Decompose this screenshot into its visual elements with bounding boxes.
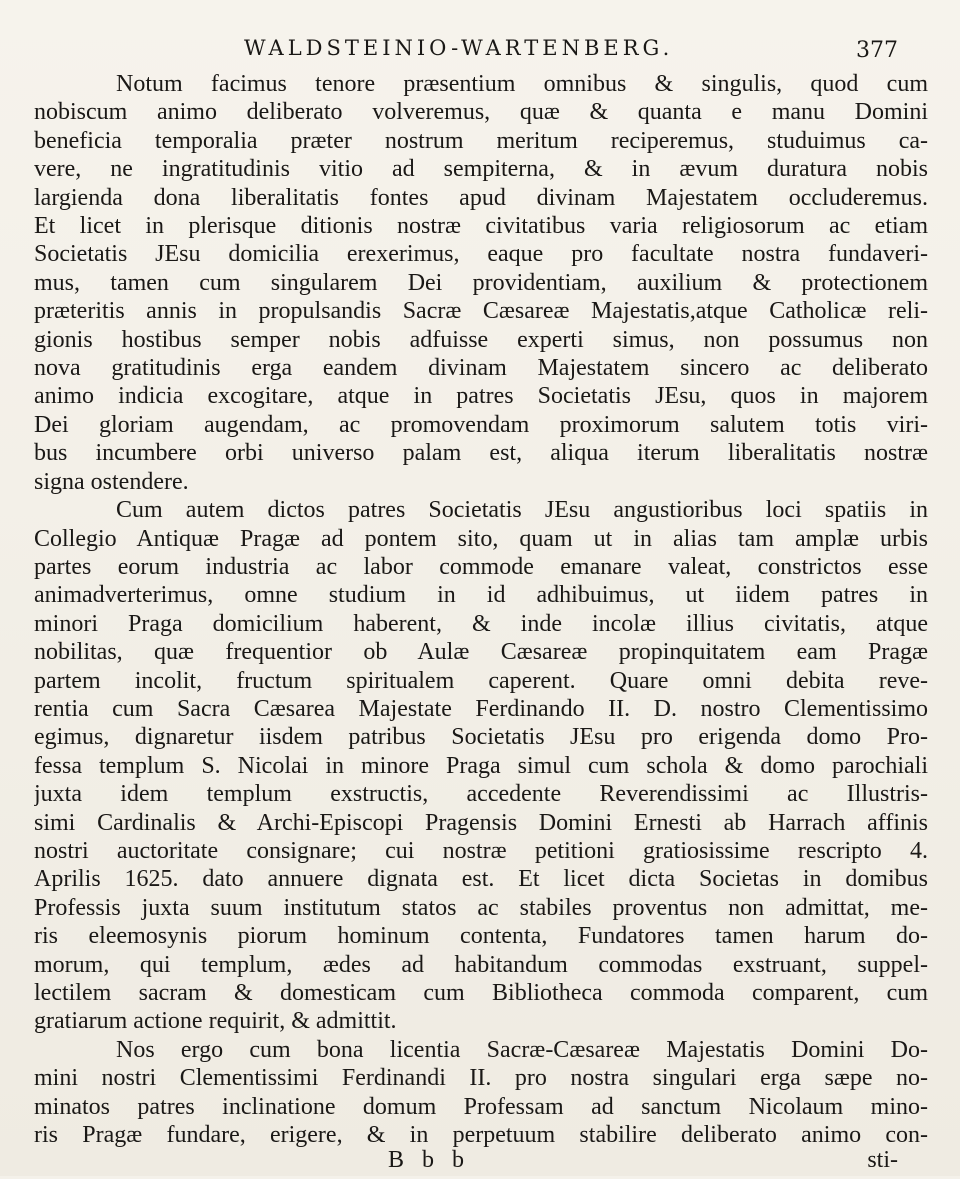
text-line: minatos patres inclinatione domum Professam ad sanctum Nicolaum mino- — [34, 1093, 928, 1120]
text-line: nova gratitudinis erga eandem divinam Majestatem sincero ac deliberato — [34, 355, 928, 382]
text-line: Nos ergo cum bona licentia Sacræ-Cæsareæ Majestatis Domini Do- — [116, 1036, 928, 1063]
running-head: WALDSTEINIO-WARTENBERG. — [244, 36, 674, 60]
page-footer — [34, 1149, 928, 1179]
text-line: beneficia temporalia præter nostrum meritum reciperemus, studuimus ca- — [34, 127, 928, 154]
text-line: mini nostri Clementissimi Ferdinandi II. pro nostra singulari erga sæpe no- — [34, 1065, 928, 1092]
text-line: nobilitas, quæ frequentior ob Aulæ Cæsareæ propinquitatem eam Pragæ — [34, 639, 928, 666]
text-line: nobiscum animo deliberato volveremus, quæ & quanta e manu Domini — [34, 99, 928, 126]
text-line: simi Cardinalis & Archi-Episcopi Pragensis Domini Ernesti ab Harrach affinis — [34, 809, 928, 836]
text-line: Collegio Antiquæ Pragæ ad pontem sito, quam ut in alias tam amplæ urbis — [34, 525, 928, 552]
page-header — [34, 30, 928, 70]
text-line: partes eorum industria ac labor commode emanare valeat, constrictos esse — [34, 553, 928, 580]
text-line: signa ostendere. — [34, 468, 189, 495]
text-line: juxta idem templum exstructis, accedente Reverendissimi ac Illustris- — [34, 781, 928, 808]
text-line: gionis hostibus semper nobis adfuisse experti simus, non possumus non — [34, 326, 928, 353]
text-line: bus incumbere orbi universo palam est, aliqua iterum liberalitatis nostræ — [34, 440, 928, 467]
signature-mark: B b b — [388, 1147, 471, 1174]
text-line: Professis juxta suum institutum statos ac stabiles proventus non admittat, me- — [34, 894, 928, 921]
text-line: morum, qui templum, ædes ad habitandum commodas exstruant, suppel- — [34, 951, 928, 978]
text-line: Aprilis 1625. dato annuere dignata est. Et licet dicta Societas in domibus — [34, 866, 928, 893]
text-line: minori Praga domicilium haberent, & inde incolæ illius civitatis, atque — [34, 610, 928, 637]
text-line: rentia cum Sacra Cæsarea Majestate Ferdinando II. D. nostro Clementissimo — [34, 695, 928, 722]
text-line: Notum facimus tenore præsentium omnibus & singulis, quod cum — [116, 71, 928, 97]
text-line: ris Pragæ fundare, erigere, & in perpetuum stabilire deliberato animo con- — [34, 1122, 928, 1149]
text-line: partem incolit, fructum spiritualem caperent. Quare omni debita reve- — [34, 667, 928, 694]
text-line: animadverterimus, omne studium in id adhibuimus, ut iidem patres in — [34, 582, 928, 609]
text-line: ris eleemosynis piorum hominum contenta, Fundatores tamen harum do- — [34, 923, 928, 950]
text-line: egimus, dignaretur iisdem patribus Societatis JEsu pro erigenda domo Pro- — [34, 724, 928, 751]
text-line: lectilem sacram & domesticam cum Bibliotheca commoda comparent, cum — [34, 980, 928, 1006]
text-line: gratiarum actione requirit, & admittit. — [34, 1008, 397, 1035]
text-line: fessa templum S. Nicolai in minore Praga simul cum schola & domo parochiali — [34, 752, 928, 779]
text-line: vere, ne ingratitudinis vitio ad sempiterna, & in ævum duratura nobis — [34, 156, 928, 183]
catchword: sti- — [867, 1147, 898, 1174]
main-text — [34, 70, 928, 1149]
text-line: animo indicia excogitare, atque in patres Societatis JEsu, quos in majorem — [34, 383, 928, 410]
text-line: Et licet in plerisque ditionis nostræ civitatibus varia religiosorum ac etiam — [34, 213, 928, 240]
text-line: Dei gloriam augendam, ac promovendam proximorum salutem totis viri- — [34, 411, 928, 438]
page-number: 377 — [856, 38, 898, 63]
text-line: Cum autem dictos patres Societatis JEsu angustioribus loci spatiis in — [116, 497, 928, 524]
text-line: nostri auctoritate consignare; cui nostræ petitioni gratiosissime rescripto 4. — [34, 837, 928, 864]
text-line: mus, tamen cum singularem Dei providentiam, auxilium & protectionem — [34, 269, 928, 296]
text-line: præteritis annis in propulsandis Sacræ Cæsareæ Majestatis,atque Catholicæ reli- — [34, 298, 928, 325]
text-line: Societatis JEsu domicilia erexerimus, eaque pro facultate nostra fundaveri- — [34, 241, 928, 268]
text-line: largienda dona liberalitatis fontes apud divinam Majestatem occluderemus. — [34, 184, 928, 211]
